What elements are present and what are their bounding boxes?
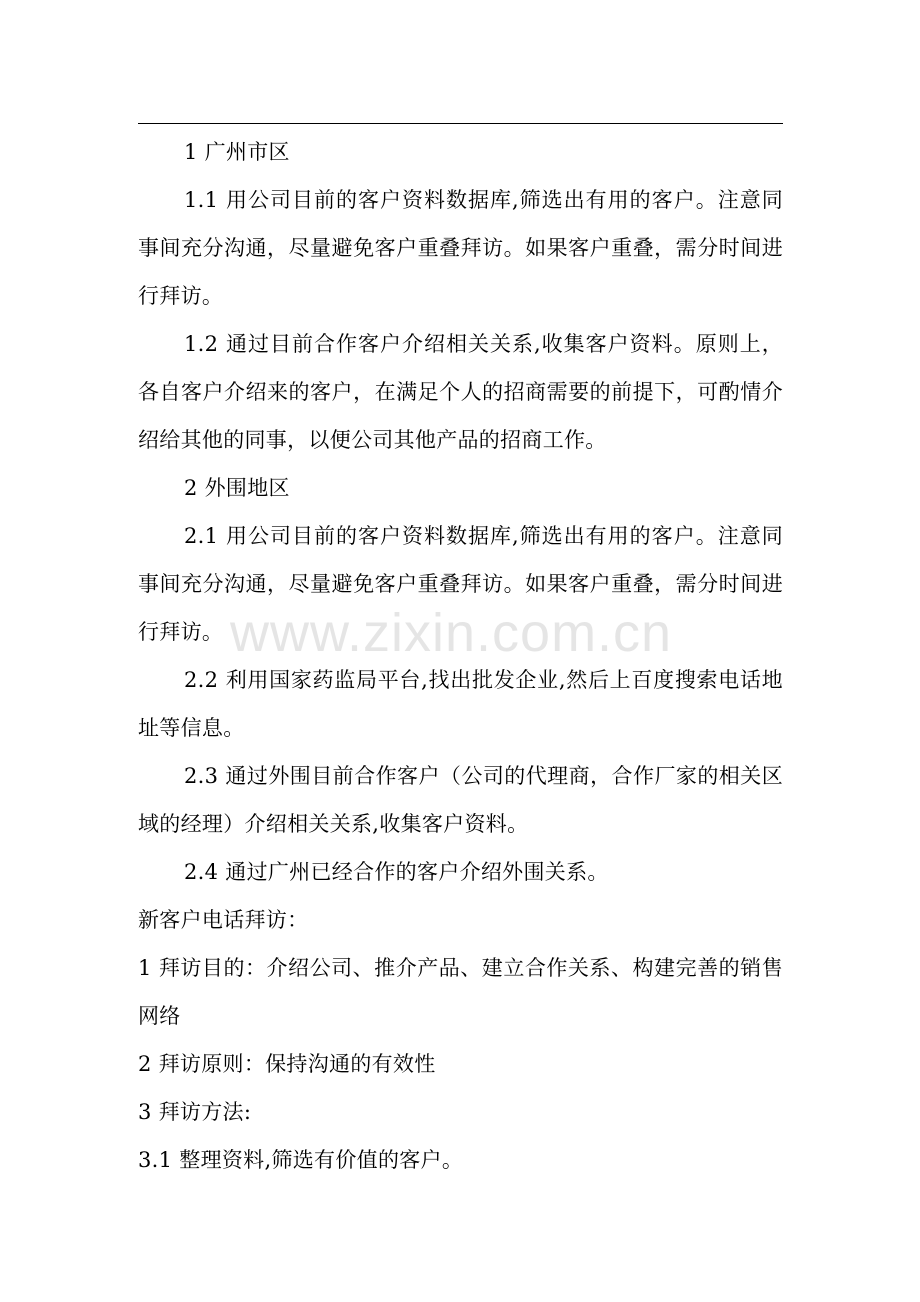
paragraph-1-1: 1.1 用公司目前的客户资料数据库,筛选出有用的客户。注意同事间充分沟通，尽量避免客户重叠拜访。如果客户重叠，需分时间进行拜访。 [138, 188, 783, 308]
paragraph-visit-principle: 2 拜访原则：保持沟通的有效性 [138, 1052, 436, 1076]
section-heading-peripheral: 2 外围地区 [184, 476, 290, 500]
paragraph-3-1: 3.1 整理资料,筛选有价值的客户。 [138, 1148, 464, 1172]
paragraph-2-1: 2.1 用公司目前的客户资料数据库,筛选出有用的客户。注意同事间充分沟通，尽量避免客户重叠拜访。如果客户重叠，需分时间进行拜访。 [138, 524, 783, 644]
paragraph-1-2: 1.2 通过目前合作客户介绍相关关系,收集客户资料。原则上，各自客户介绍来的客户，在满足个人的招商需要的前提下，可酌情介绍给其他的同事，以便公司其他产品的招商工作。 [138, 332, 783, 452]
section-heading-new-customer-call: 新客户电话拜访： [138, 908, 309, 932]
paragraph-2-3: 2.3 通过外围目前合作客户（公司的代理商，合作厂家的相关区域的经理）介绍相关关系,收集客户资料。 [138, 764, 783, 836]
paragraph-visit-method: 3 拜访方法: [138, 1100, 252, 1124]
document-body [138, 128, 783, 1184]
watermark: www.zixin.com.cn [230, 603, 673, 663]
header-rule [138, 123, 783, 124]
paragraph-visit-purpose: 1 拜访目的：介绍公司、推介产品、建立合作关系、构建完善的销售网络 [138, 956, 783, 1028]
paragraph-2-2: 2.2 利用国家药监局平台,找出批发企业,然后上百度搜索电话地址等信息。 [138, 668, 783, 740]
paragraph-2-4: 2.4 通过广州已经合作的客户介绍外围关系。 [184, 860, 609, 884]
section-heading-guangzhou: 1 广州市区 [184, 140, 290, 164]
